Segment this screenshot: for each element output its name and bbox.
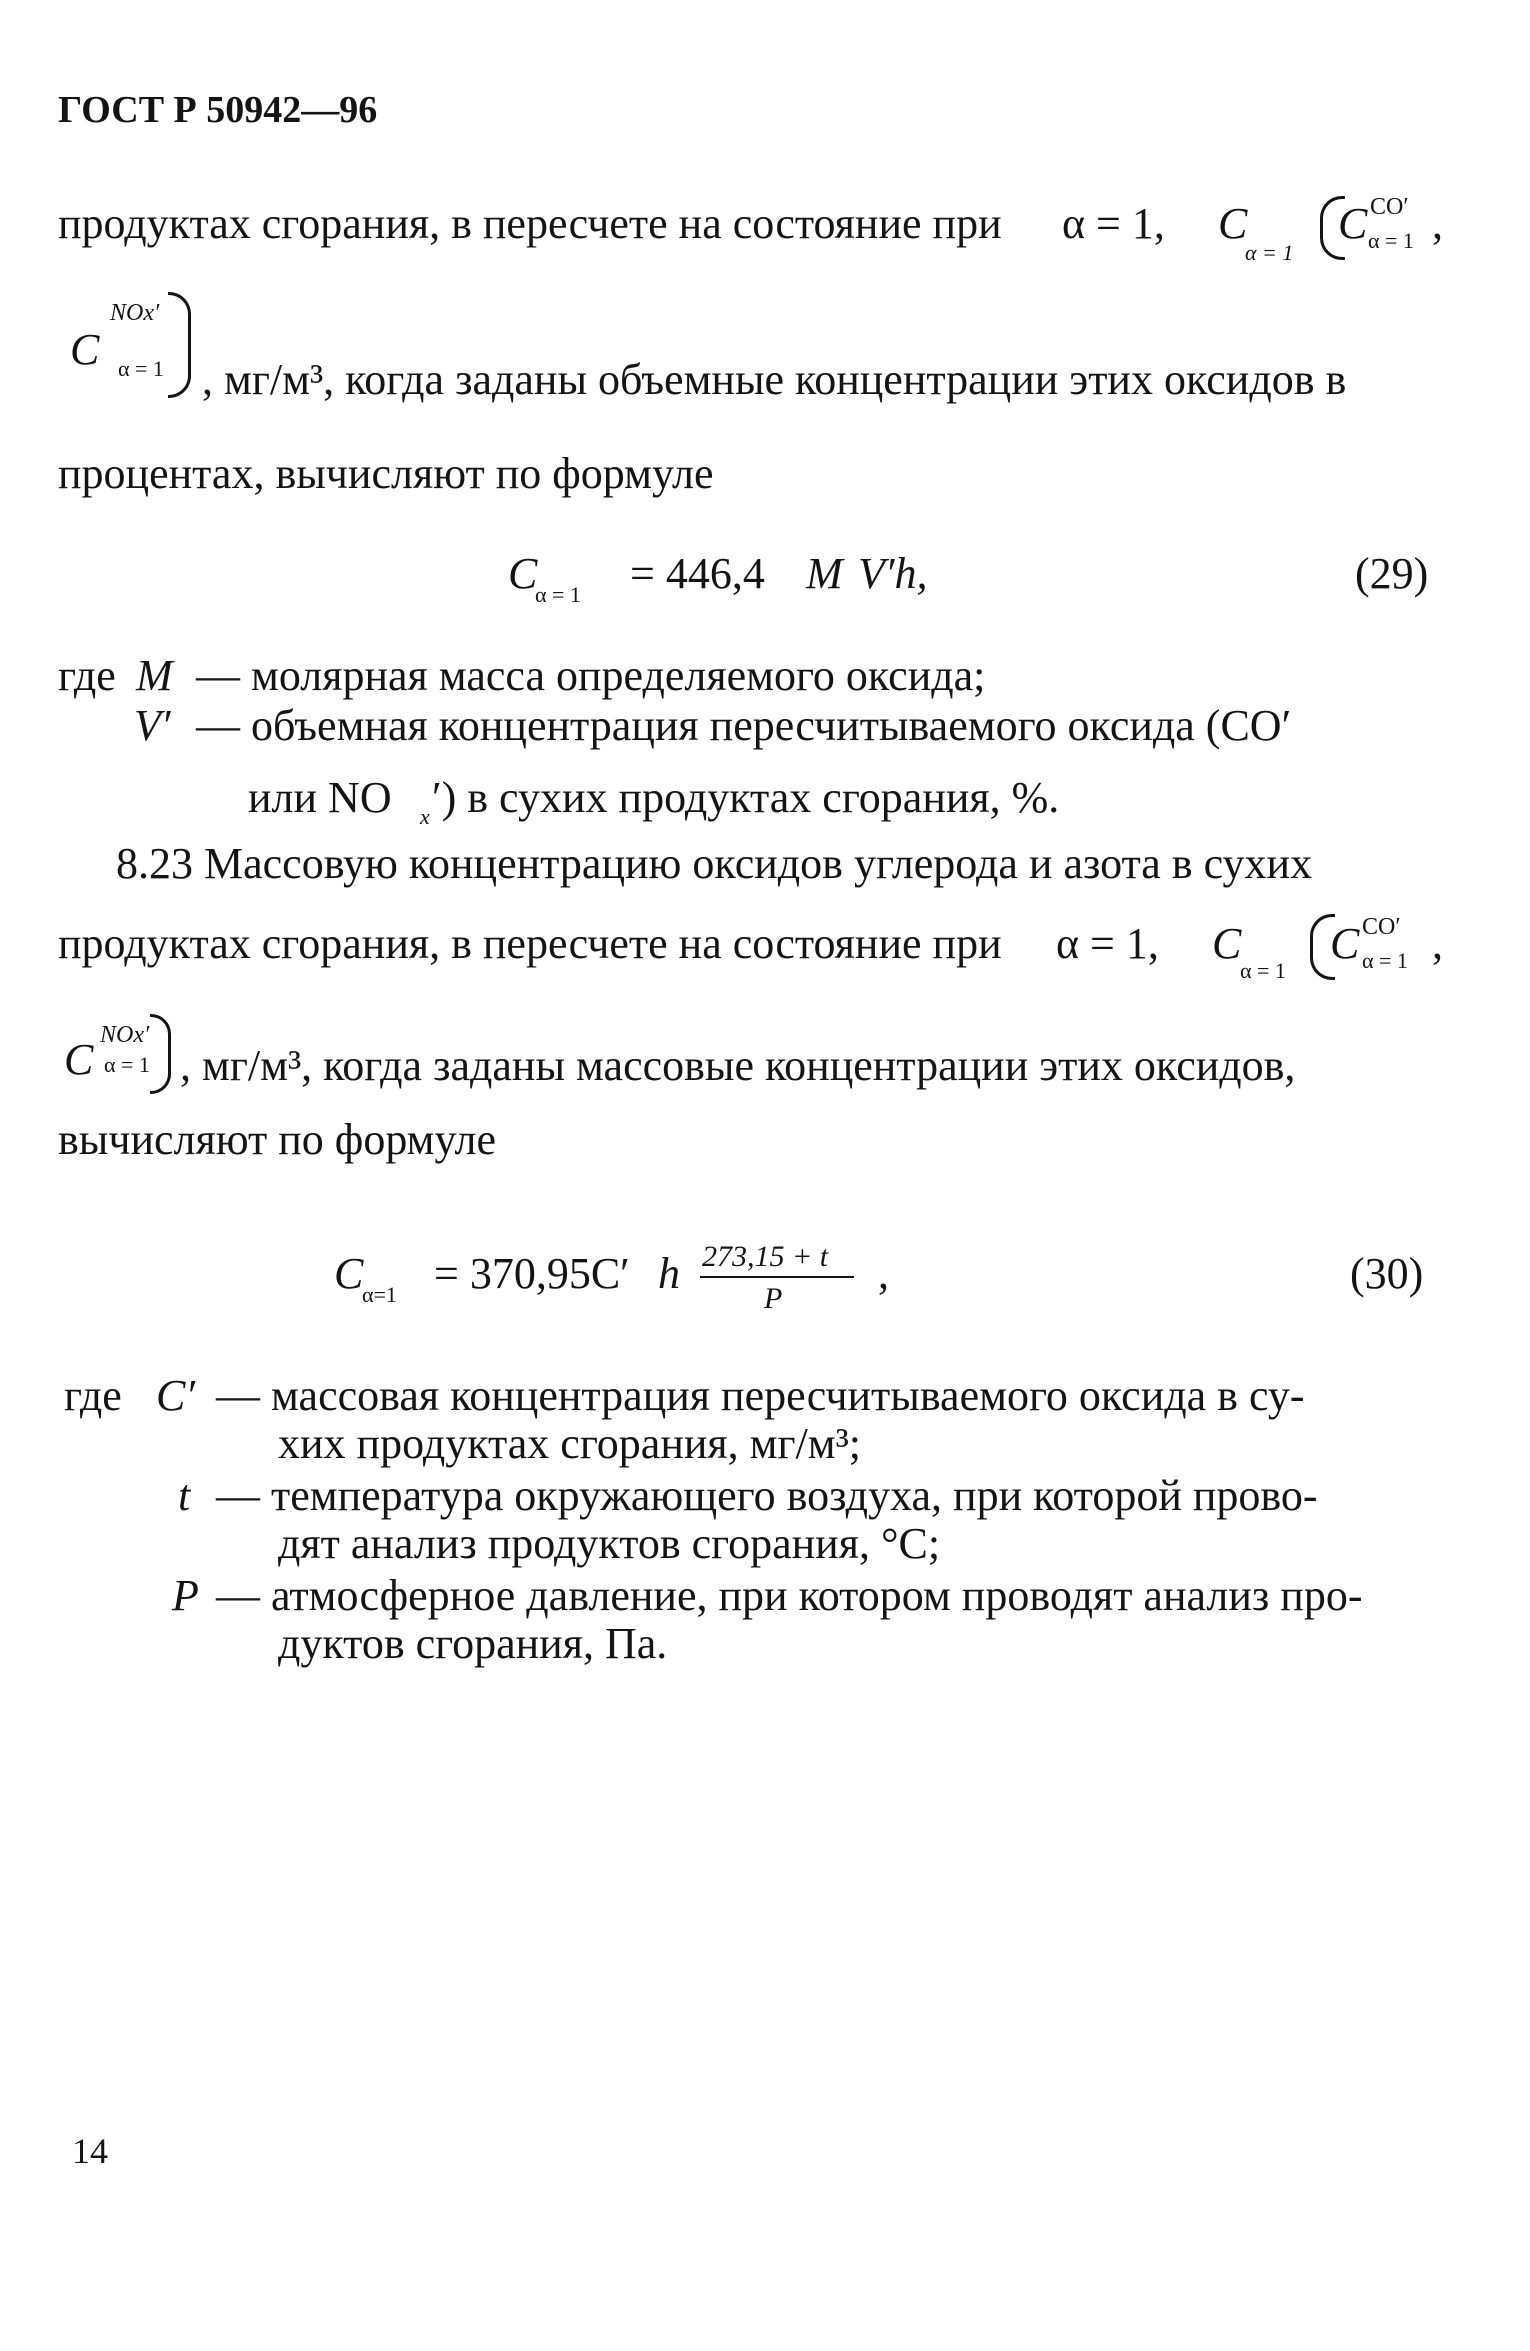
document-header: ГОСТ Р 50942—96 — [58, 89, 378, 131]
p2-comma: , — [1432, 919, 1443, 968]
eq30-fraction-bar — [700, 1276, 854, 1278]
def29-M-definition: — молярная масса определяемого оксида; — [196, 651, 986, 700]
def29-V-continued-sub: x — [420, 804, 430, 829]
p1-line2: , мг/м³, когда заданы объемные концентрации этих оксидов в — [202, 355, 1347, 404]
p1-nox-superscript: NOx′ — [110, 300, 160, 326]
def30-t-definition-1: — температура окружающего воздуха, при которой прово- — [216, 1471, 1318, 1520]
eq30-rhs: = 370,95C′ — [434, 1249, 630, 1298]
p2-close-paren — [150, 1014, 171, 1094]
def29-V-symbol: V′ — [134, 701, 171, 750]
p2-line4: вычисляют по формуле — [58, 1115, 497, 1164]
p1-C-co-symbol: C — [1338, 199, 1368, 248]
p2-co-subscript: α = 1 — [1362, 948, 1408, 973]
p2-C-co-symbol: C — [1330, 919, 1360, 968]
eq29-M: M — [806, 549, 843, 598]
p1-co-superscript: CO′ — [1370, 194, 1409, 220]
def29-V-continued-a: или NO — [248, 773, 392, 822]
eq29-number: (29) — [1355, 549, 1429, 598]
eq29-lhs: C — [508, 549, 538, 598]
eq30-denominator: P — [764, 1282, 783, 1315]
p1-C-nox-symbol: C — [70, 325, 100, 374]
p1-line3: процентах, вычисляют по формуле — [58, 449, 714, 498]
p2-C-symbol: C — [1212, 919, 1242, 968]
def29-V-definition: — объемная концентрация пересчитываемого оксида (CO′ — [196, 701, 1292, 750]
page-number: 14 — [72, 2131, 108, 2171]
p1-alpha-eq: α = 1, — [1062, 199, 1165, 248]
p1-C-symbol: C — [1218, 199, 1248, 248]
eq30-number: (30) — [1350, 1249, 1424, 1298]
p2-co-superscript: CO′ — [1362, 914, 1401, 940]
eq30-numerator: 273,15 + t — [702, 1240, 829, 1273]
p2-line1: 8.23 Массовую концентрацию оксидов углерода и азота в сухих — [116, 839, 1313, 888]
def30-t-definition-2: дят анализ продуктов сгорания, °C; — [278, 1519, 941, 1568]
def30-P-definition-2: дуктов сгорания, Па. — [278, 1619, 668, 1668]
eq29-V: V′h, — [858, 549, 928, 598]
p1-nox-subscript: α = 1 — [118, 356, 164, 381]
p1-co-subscript: α = 1 — [1368, 228, 1414, 253]
eq29-rhs: = 446,4 — [630, 549, 765, 598]
def30-P-symbol: P — [172, 1571, 199, 1620]
p2-C-subscript: α = 1 — [1240, 958, 1286, 983]
def30-t-symbol: t — [178, 1471, 191, 1520]
def30-where: где — [64, 1371, 122, 1420]
p1-close-paren — [168, 292, 191, 398]
eq30-lhs: C — [334, 1249, 364, 1298]
p2-nox-superscript: NOx′ — [100, 1022, 150, 1048]
p2-nox-subscript: α = 1 — [104, 1052, 150, 1077]
p2-line2: продуктах сгорания, в пересчете на состояние при — [58, 919, 1002, 968]
def30-C-definition-2: хих продуктах сгорания, мг/м³; — [278, 1419, 862, 1468]
eq30-lhs-subscript: α=1 — [362, 1282, 397, 1307]
def30-P-definition-1: — атмосферное давление, при котором проводят анализ про- — [216, 1571, 1363, 1620]
p1-line1: продуктах сгорания, в пересчете на состояние при — [58, 199, 1002, 248]
def30-C-symbol: C′ — [156, 1371, 195, 1420]
p2-C-nox-symbol: C — [64, 1035, 94, 1084]
p1-comma: , — [1432, 199, 1443, 248]
p2-alpha-eq: α = 1, — [1056, 919, 1159, 968]
eq30-h: h — [658, 1249, 680, 1298]
p1-C-subscript: α = 1 — [1245, 240, 1294, 265]
eq30-trail: , — [878, 1249, 889, 1298]
eq29-lhs-subscript: α = 1 — [535, 582, 581, 607]
def30-C-definition-1: — массовая концентрация пересчитываемого оксида в су- — [216, 1371, 1305, 1420]
def29-M-symbol: M — [136, 651, 173, 700]
p2-line3: , мг/м³, когда заданы массовые концентрации этих оксидов, — [180, 1041, 1296, 1090]
def29-where: где — [58, 651, 116, 700]
def29-V-continued-b: ′) в сухих продуктах сгорания, %. — [432, 773, 1060, 822]
